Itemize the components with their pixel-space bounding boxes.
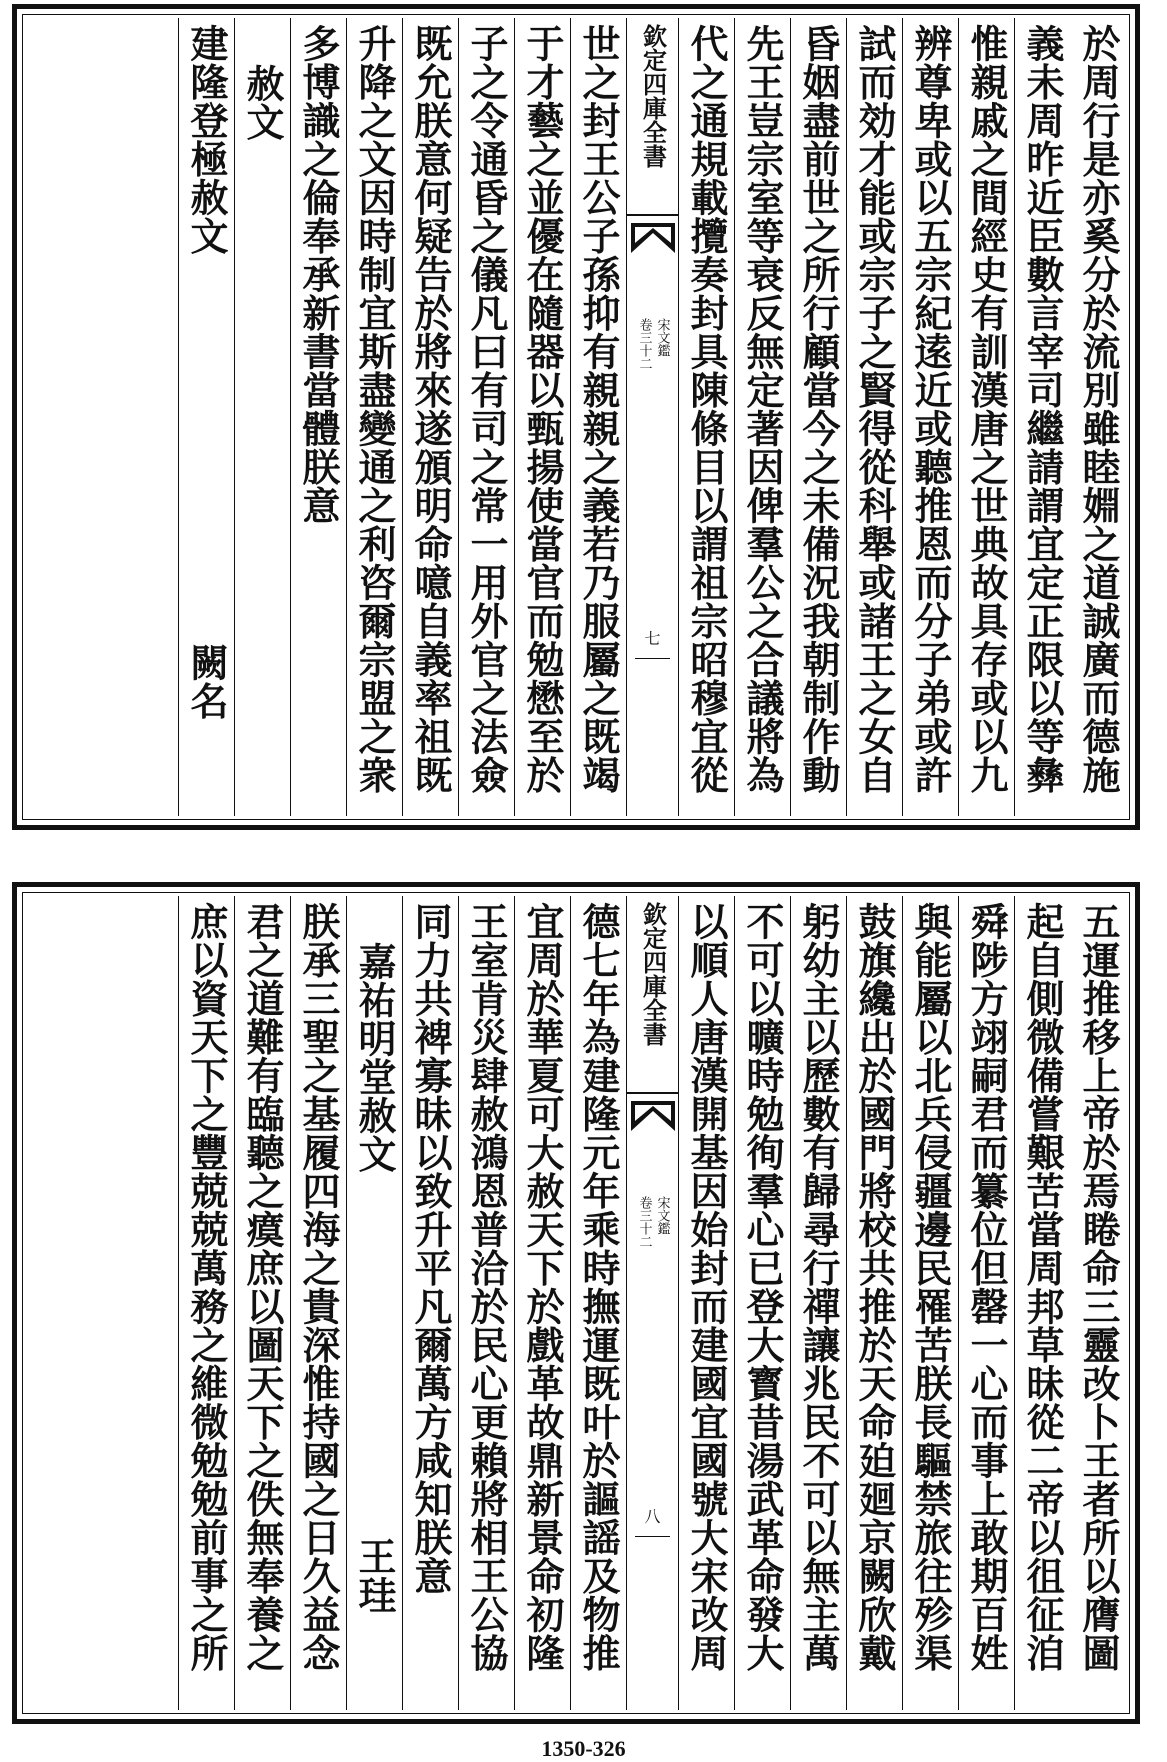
text-column: 昏姻盡前世之所行顧當今之未備況我朝制作動: [790, 18, 846, 816]
heading-column: [346, 896, 402, 1710]
text-column: 宜周於華夏可大赦天下於戲革故鼎新景命初隆: [514, 896, 570, 1710]
author-name: 王珪: [352, 1537, 397, 1614]
text-column: 代之通規載攬奏封具陳條目以謂祖宗昭穆宜從: [678, 18, 734, 816]
text-column: 君之道難有臨聽之瘼庶以圖天下之佚無奉養之: [234, 896, 290, 1710]
text-column: 于才藝之並優在隨器以甄揚使當官而勉懋至於: [514, 18, 570, 816]
gutter-title: 欽定四庫全書: [627, 896, 678, 1094]
blank-column: [26, 18, 178, 816]
heading-column: [178, 18, 234, 816]
text-column: 試而効才能或宗子之賢得從科舉或諸王之女自: [846, 18, 902, 816]
text-column: 升降之文因時制宜斯盡變通之利咨爾宗盟之衆: [346, 18, 402, 816]
fish-tail-mark-icon: [631, 1101, 675, 1131]
folio-number: 七: [644, 629, 661, 648]
gutter-source: 卷三十二 宋文鑑: [636, 318, 670, 370]
text-column: 義未周昨近臣數言宰司繼請謂宜定正限以等彝: [1014, 18, 1070, 816]
folio-number: 八: [644, 1507, 661, 1526]
bottom-half-page: [12, 882, 1140, 1724]
text-column: 於周行是亦奚分於流別雖睦婣之道誠廣而德施: [1076, 24, 1121, 794]
page-reference: 1350-326: [541, 1736, 626, 1761]
text-column: 世之封王公子孫抑有親親之義若乃服屬之既竭: [570, 18, 626, 816]
text-column: 五運推移上帝於焉睠命三靈改卜王者所以膺圖: [1076, 902, 1121, 1672]
top-half-page: [12, 4, 1140, 830]
essay-title: 建隆登極赦文: [184, 24, 229, 255]
fish-tail-mark-icon: [631, 223, 675, 253]
text-column: 王室肯災肆赦鴻恩普洽於民心更賴將相王公協: [458, 896, 514, 1710]
section-label-column: 赦文: [234, 18, 290, 816]
text-column: 鼓旗纔出於國門將校共推於天命廹廻京闕欣戴: [846, 896, 902, 1710]
center-gutter: [626, 18, 678, 816]
text-column: 子之令通昏之儀凡曰有司之常一用外官之法僉: [458, 18, 514, 816]
text-column: 同力共裨寡昧以致升平凡爾萬方咸知朕意: [402, 896, 458, 1710]
text-column: 與能屬以北兵侵疆邊民罹苦朕長驅禁旅往殄渠: [902, 896, 958, 1710]
text-column: 辨尊卑或以五宗紀逺近或聽推恩而分子弟或許: [902, 18, 958, 816]
gutter-rule: [635, 658, 670, 659]
text-column: 惟親戚之間經史有訓漢唐之世典故具存或以九: [958, 18, 1014, 816]
text-column: 德七年為建隆元年乘時撫運既叶於謳謡及物推: [570, 896, 626, 1710]
blank-column: [26, 896, 178, 1710]
author-name: 闕名: [184, 643, 229, 720]
gutter-source: 卷三十二 宋文鑑: [636, 1196, 670, 1248]
center-gutter: [626, 896, 678, 1710]
gutter-rule: [635, 1536, 670, 1537]
gutter-title: 欽定四庫全書: [627, 18, 678, 216]
text-column: 躬幼主以歷數有歸尋行禪讓兆民不可以無主萬: [790, 896, 846, 1710]
text-column: 多博識之倫奉承新書當體朕意: [290, 18, 346, 816]
text-column: 朕承三聖之基履四海之貴深惟持國之日久益念: [290, 896, 346, 1710]
text-column: 舜陟方翊嗣君而纂位但罄一心而事上敢期百姓: [958, 896, 1014, 1710]
text-column: 先王豈宗室等衰反無定著因俾羣公之合議將為: [734, 18, 790, 816]
text-column: 庶以資天下之豐兢兢萬務之維微勉勉前事之所: [178, 896, 234, 1710]
text-column: 以順人唐漢開基因始封而建國宜國號大宋改周: [678, 896, 734, 1710]
text-column: 不可以曠時勉徇羣心已登大寳昔湯武革命發大: [734, 896, 790, 1710]
text-column: 起自側微備嘗艱苦當周邦草昧從二帝以徂征洎: [1014, 896, 1070, 1710]
essay-title: 嘉祐明堂赦文: [352, 942, 397, 1173]
text-column: 既允朕意何疑告於將來遂頒明命噫自義率祖既: [402, 18, 458, 816]
